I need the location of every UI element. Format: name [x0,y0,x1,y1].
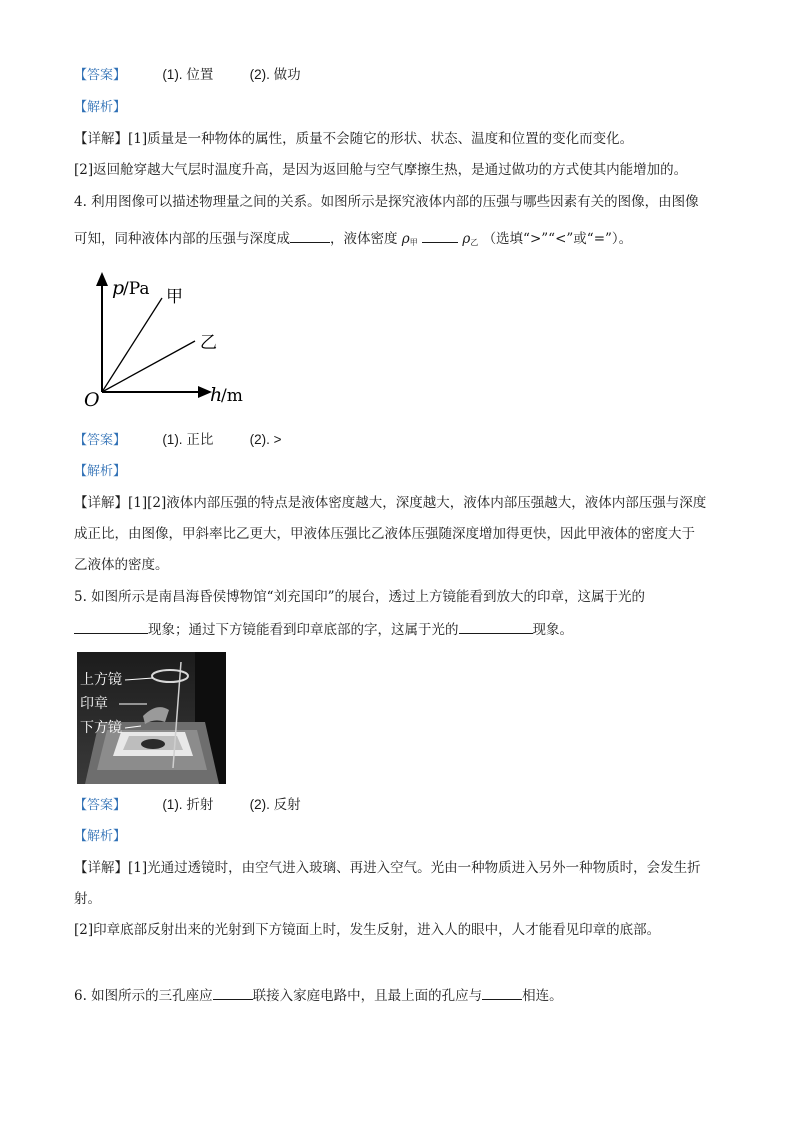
line-yi-label: 乙 [200,333,217,353]
answer-1: (1). 正比 [162,432,214,447]
q4-detail-line-1 [74,494,706,512]
rho-symbol: ρ [401,231,410,247]
detail-text: 成正比，由图像，甲斜率比乙更大，甲液体压强比乙液体压强随深度增加得更快，因此甲液体的密度大于 [74,526,695,542]
question-text: ，液体密度 [330,231,398,247]
detail-tag: 【详解】 [74,131,128,147]
q5-stem-line-2 [74,620,573,639]
answer-blank[interactable] [422,229,458,243]
answer-tag: 【答案】 [74,68,127,83]
answer-1: (1). 位置 [162,67,214,82]
answer-blank[interactable] [290,229,330,243]
label-upper-mirror: 上方镜 [80,672,122,688]
exhibit-photo [77,652,226,784]
detail-text: [2]印章底部反射出来的光射到下方镜面上时，发生反射，进入人的眼中，人才能看见印章的底部。 [74,922,661,938]
analysis-tag: 【解析】 [74,464,127,479]
detail-tag: 【详解】 [74,860,128,876]
q5-analysis-line [74,827,126,846]
analysis-tag: 【解析】 [74,100,127,115]
q4-detail-line-2 [74,525,695,543]
x-axis-label-symbol: h [210,384,223,406]
answer-tag: 【答案】 [74,433,127,448]
rho-subscript: 乙 [470,238,479,247]
question-text: 相连。 [522,988,563,1004]
label-lower-mirror: 下方镜 [80,720,122,736]
answer-2: (2). 做功 [249,67,301,82]
q4-answer-line [74,431,282,450]
q4-analysis-line [74,462,126,481]
q4-detail-line-3 [74,556,169,574]
detail-text: [1][2]液体内部压强的特点是液体密度越大，深度越大，液体内部压强越大，液体内部压强与深度 [128,495,707,511]
question-text: 现象。 [532,622,573,638]
y-axis-label-symbol: p [112,277,125,299]
answer-2: (2). > [249,432,282,447]
line-yi [102,341,195,392]
y-axis-label-unit: /Pa [123,279,150,299]
q5-detail-line-1 [74,859,701,877]
q5-answer-line [74,796,301,815]
detail-text: [1]质量是一种物体的属性，质量不会随它的形状、状态、温度和位置的变化而变化。 [128,131,634,147]
s3-analysis-line [74,98,126,117]
detail-text: 射。 [74,891,101,907]
question-text: （选填“>”“<”或“=”）。 [482,231,633,247]
answer-2: (2). 反射 [249,797,301,812]
pressure-depth-graph [78,268,258,408]
s3-answer-line [74,66,301,85]
line-jia [102,298,162,392]
answer-blank[interactable] [482,986,522,1000]
q4-stem-line-2 [74,229,632,252]
analysis-tag: 【解析】 [74,829,127,844]
s3-detail-line-1 [74,130,633,148]
seal-object [141,739,165,749]
q4-stem-line-1 [74,193,699,211]
question-text: 可知，同种液体内部的压强与深度成 [74,231,290,247]
question-text: 联接入家庭电路中，且最上面的孔应与 [252,988,483,1004]
question-text: 6. 如图所示的三孔座应 [74,988,213,1004]
question-text: 5. 如图所示是南昌海昏侯博物馆“刘充国印”的展台，透过上方镜能看到放大的印章，这属于光的 [74,589,645,605]
q5-detail-line-3 [74,921,660,939]
s3-detail-line-2 [74,161,687,179]
x-axis-label-unit: /m [221,386,243,406]
answer-1: (1). 折射 [162,797,214,812]
answer-blank[interactable] [459,620,533,634]
detail-text: [1]光通过透镜时，由空气进入玻璃、再进入空气。光由一种物质进入另外一种物质时，会发生折 [128,860,701,876]
q5-detail-line-2 [74,890,101,908]
answer-blank[interactable] [213,986,253,1000]
y-axis-arrow-icon [96,272,108,286]
detail-text: 乙液体的密度。 [74,557,169,573]
rho-symbol: ρ [462,231,471,247]
rho-subscript: 甲 [409,238,418,247]
answer-tag: 【答案】 [74,798,127,813]
question-text: 现象；通过下方镜能看到印章底部的字，这属于光的 [148,622,459,638]
answer-blank[interactable] [74,620,148,634]
detail-tag: 【详解】 [74,495,128,511]
question-text: 4. 利用图像可以描述物理量之间的关系。如图所示是探究液体内部的压强与哪些因素有关的图像，由图像 [74,194,699,210]
detail-text: [2]返回舱穿越大气层时温度升高，是因为返回舱与空气摩擦生热，是通过做功的方式使其内能增加的。 [74,162,688,178]
line-jia-label: 甲 [166,287,183,307]
q5-stem-line-1 [74,588,645,606]
origin-label: O [84,389,100,408]
label-seal: 印章 [80,696,108,712]
q6-stem-line [74,986,563,1005]
